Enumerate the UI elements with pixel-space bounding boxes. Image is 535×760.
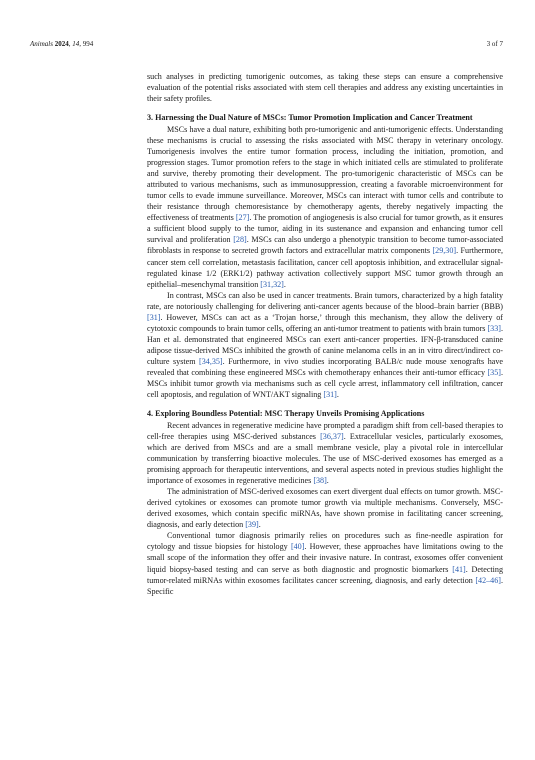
section-heading: 4. Exploring Boundless Potential: MSC Therapy Unveils Promising Applications xyxy=(147,409,425,419)
paragraph-text: In contrast, MSCs can also be used in cancer treatments. Brain tumors, characterized by a high fatality rate, are notoriously challenging for delivering anti-cancer agents because of the blood–brain barrier (BBB) xyxy=(147,290,503,311)
citation-link[interactable]: [40] xyxy=(290,542,305,552)
paragraph-text: . xyxy=(258,520,261,530)
paragraph-text: . Specific xyxy=(147,575,503,596)
paragraph-text: . xyxy=(336,390,339,400)
citation-link[interactable]: [31,32] xyxy=(260,279,284,289)
paragraph-text: . Extracellular vesicles, particularly exosomes, which are derived from MSCs and are a small membrane vesicle, play a pivotal role in intercellular communication by transferring bioactive molecules. The use of MSC-derived exosomes has emerged as a promising approach for therapeutic interventions, and several aspects noted in previous studies highlight the importance of exosomes in regenerative medicines xyxy=(147,431,503,486)
citation-link[interactable]: [34,35] xyxy=(199,356,223,366)
paragraph xyxy=(147,71,503,104)
paragraph xyxy=(147,290,503,400)
paragraph-text: . However, MSCs can act as a ‘Trojan horse,’ through this mechanism, they allow the delivery of cytotoxic compounds to brain tumor cells, offering an anti-tumor treatment to patients with brain tumors xyxy=(147,312,503,333)
paragraph-text: such analyses in predicting tumorigenic outcomes, as taking these steps can ensure a comprehensive evaluation of the potential risks associated with stem cell therapies and address any existing uncertainties in their safety profiles. xyxy=(147,72,503,104)
paragraph-text: . However, these approaches have limitations owing to the small scope of the information they offer and their invasive nature. In contrast, exosomes offer convenient liquid biopsy-based testing and can serve as both diagnostic and prognostic biomarkers xyxy=(147,542,504,574)
citation-link[interactable]: [31] xyxy=(323,390,337,400)
citation-link[interactable]: [29,30] xyxy=(432,246,457,256)
section-heading: 3. Harnessing the Dual Nature of MSCs: Tumor Promotion Implication and Cancer Treatment xyxy=(147,113,473,123)
citation-link[interactable]: [39] xyxy=(245,520,259,530)
paragraph-text: . Furthermore, in vivo studies incorporating BALB/c nude mouse xenografts have revealed that combining these engineered MSCs with chemotherapy enhances their anti-tumor efficacy xyxy=(147,356,503,377)
paragraph xyxy=(147,124,503,290)
paragraph-text: . Han et al. demonstrated that engineered MSCs can exert anti-cancer properties. IFN-β-transduced canine adipose tissue-derived MSCs inhibited the growth of canine melanoma cells in an in vitro direct/indirect co-culture system xyxy=(147,323,503,366)
paragraph-text: . Furthermore, cancer stem cell correlation, metastasis facilitation, cancer cell apoptosis inhibition, and extracellular signal-regulated kinase 1/2 (ERK1/2) pathway activation collectively support MSC tumor growth through an epithelial–mesenchymal transition xyxy=(147,246,503,289)
journal-volume: 14 xyxy=(72,40,80,48)
article-body xyxy=(147,71,503,597)
journal-name: Animals xyxy=(30,40,53,48)
citation-link[interactable]: [36,37] xyxy=(320,431,344,441)
citation-link[interactable]: [31] xyxy=(147,312,161,322)
citation-link[interactable]: [35] xyxy=(487,367,501,377)
paragraph xyxy=(147,530,503,596)
paragraph xyxy=(147,486,503,530)
paragraph-text: . Detecting tumor-related miRNAs within exosomes facilitates cancer screening, diagnosis, and early detection xyxy=(147,564,504,585)
paragraph-text: . xyxy=(326,476,329,486)
paragraph-text: . The promotion of angiogenesis is also crucial for tumor growth, as it ensures a sufficient blood supply to the tumor, aiding in its sustenance and expansion and enhancing tumor cell survival and proliferation xyxy=(147,213,503,245)
citation-link[interactable]: [33] xyxy=(487,323,501,333)
paragraph-text: . MSCs can also undergo a phenotypic transition to become tumor-associated fibroblasts in response to secreted growth factors and extracellular matrix components xyxy=(147,235,503,256)
citation-link[interactable]: [27] xyxy=(235,213,250,223)
citation-link[interactable]: [41] xyxy=(452,564,466,574)
page-number: 3 of 7 xyxy=(486,40,503,48)
paragraph-text: Recent advances in regenerative medicine have prompted a paradigm shift from cell-based therapies to cell-free therapies using MSC-derived substances xyxy=(147,420,503,441)
paragraph-text: . xyxy=(283,279,286,289)
paragraph xyxy=(147,420,503,486)
paragraph-text: Conventional tumor diagnosis primarily relies on procedures such as fine-needle aspiration for cytology and tissue biopsies for histology xyxy=(147,531,503,552)
journal-citation: Animals 2024, 14, 994 xyxy=(30,40,94,48)
citation-link[interactable]: [28] xyxy=(233,235,247,245)
paragraph-text: MSCs have a dual nature, exhibiting both pro-tumorigenic and anti-tumorigenic effects. Understanding these mechanisms is crucial to assessing the risks associated with MSC therapy in veterinary oncology. Tumorigenesis involves the entire tumor formation process, including the initiation, promotion, and progression stages. Tumor promotion refers to the stage in which initiated cells are stimulated to proliferate and survive, thereby promoting their development. The pro-tumorigenic characteristic of MSCs can be attributed to various mechanisms, such as immunosuppression, creating a favorable microenvironment for tumor cells to evade immune surveillance. Moreover, MSCs can interact with tumor cells and contribute to their resistance through chemoresistance by chemotherapy agents, thereby negatively impacting the effectiveness of treatments xyxy=(147,124,503,223)
paragraph-text: . MSCs inhibit tumor growth via mechanisms such as cell cycle arrest, inflammatory cell infiltration, cancer cell apoptosis, and regulation of WNT/AKT signaling xyxy=(147,367,503,400)
article-number: 994 xyxy=(82,40,94,48)
page-header xyxy=(30,40,503,52)
citation-link[interactable]: [42–46] xyxy=(475,575,501,585)
journal-year: 2024 xyxy=(54,40,69,48)
citation-link[interactable]: [38] xyxy=(313,476,327,486)
paragraph-text: The administration of MSC-derived exosomes can exert divergent dual effects on tumor growth. MSC-derived cytokines or exosomes can promote tumor growth via multiple mechanisms. Conversely, MSC-derived exosomes, which contain specific miRNAs, have shown promise in facilitating cancer screening, diagnosis, and early detection xyxy=(147,487,503,530)
